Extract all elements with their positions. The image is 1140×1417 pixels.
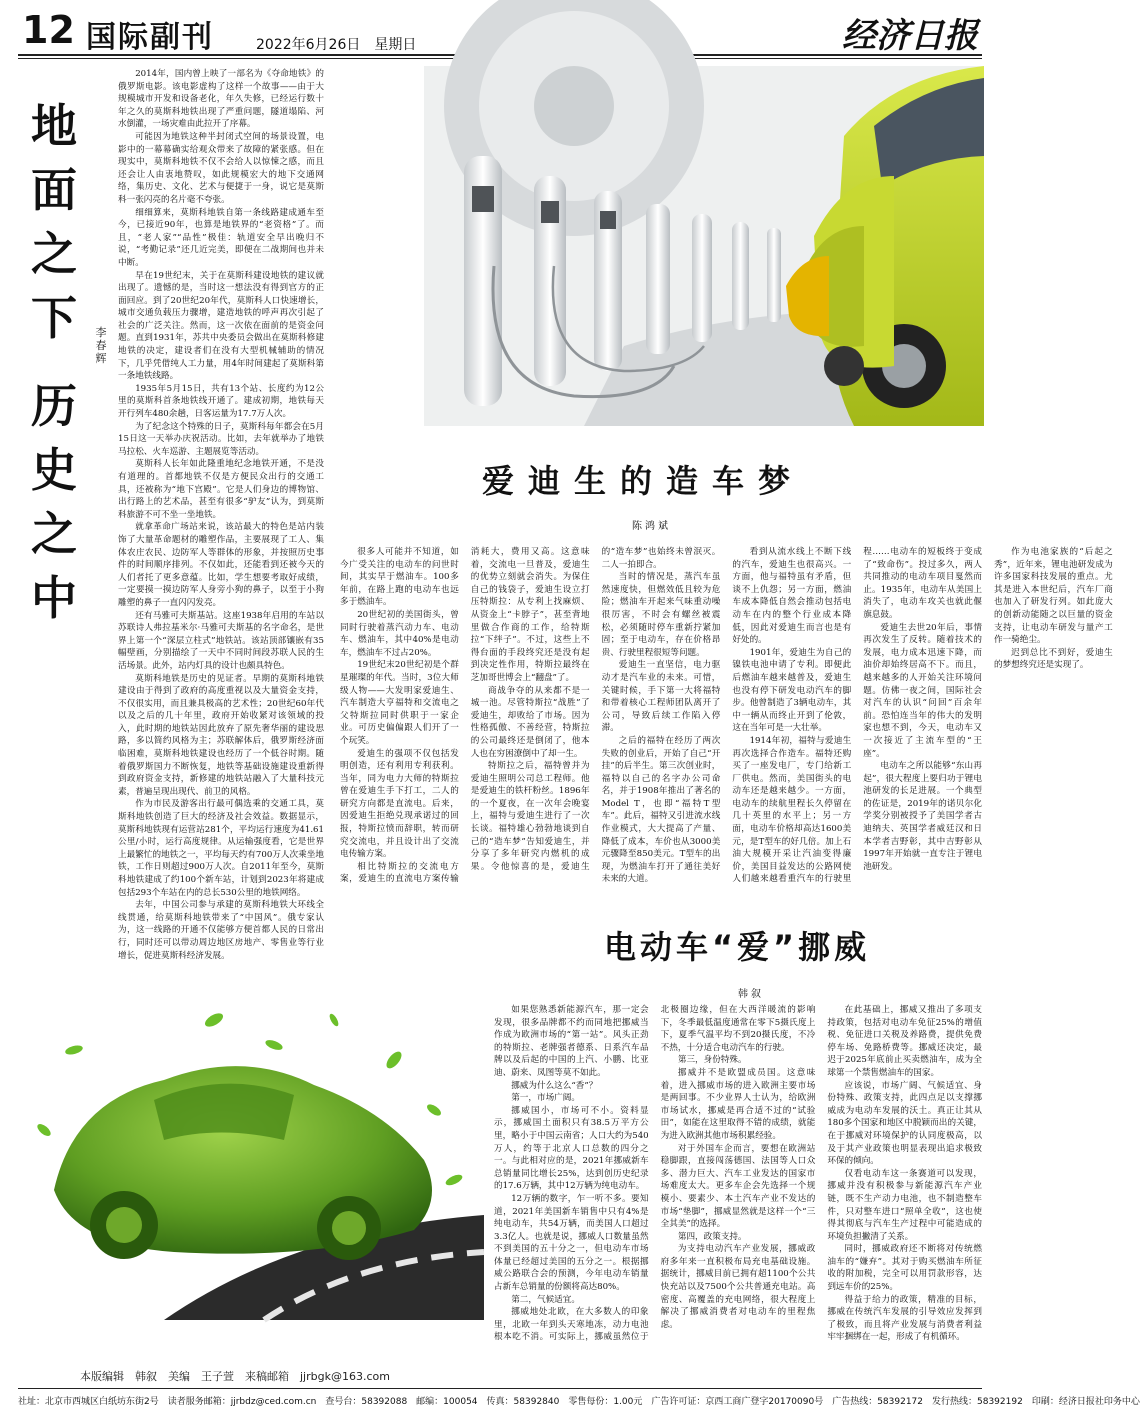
title-char: 中 bbox=[31, 571, 77, 625]
paragraph: 2014年，国内曾上映了一部名为《夺命地铁》的俄罗斯电影。该电影虚构了这样一个故事——由于大规模城市开发和设备老化，年久失修，已经运行数十年之久的莫斯科地铁出现了严重问题，隧道塌陷、河水倒灌，一场灾难由此拉开了序幕。 bbox=[118, 69, 324, 130]
article1-title bbox=[22, 94, 86, 630]
paragraph: 如果您熟悉新能源汽车，那一定会发现，很多品牌都不约而同地把挪威当作成为欧洲市场的“第一站”。风头正劲的特斯拉、老牌强者德系、日系汽车品牌以及后起的中国的上汽、小鹏、比亚迪、蔚来、凤图等莫不如此。 bbox=[494, 1005, 649, 1078]
paragraph: 在此基础上，挪威又推出了多项支持政策，包括对电动车免征25%的增值税、免征进口关税及养路费，提供免费停车场、免路桥费等。挪威还决定，最迟于2025年底前止买卖燃油车，成为全球第一个禁售燃油车的国家。 bbox=[827, 1005, 982, 1078]
paragraph: 1914年初，福特与爱迪生再次选择合作造车。福特还购买了一座发电厂，专门给新工厂供电。然而，美国街头的电动车还是越来越少。一方面，电动车的续航里程长久停留在几十英里的水平上；另一方面，电动车价格却高达1600美元，是T型车的好几倍。加上石油大规模开采让汽油变得廉价，美国目益发达的公路网使人们越来越看重汽车的行驶里程……电动车的短板终于变成了“致命伤”。投过多久，两人共同推动的电动车项目戛然而止。1935年，电动车从美国上消失了，电动车攻关也就此偃旗息鼓。 bbox=[732, 547, 982, 885]
title-gap bbox=[22, 350, 86, 374]
title-char: 面 bbox=[31, 163, 77, 217]
paragraph: 莫斯科人长年如此隆重地纪念地铁开通，不是没有道理的。首都地铁不仅是方便民众出行的交通工具，还被称为“地下宫殿”。它是人们身边的博物馆、出行路上的艺术品，甚至有很多“驴友”认为，到莫斯科旅游不可不坐一坐地铁。 bbox=[118, 459, 324, 520]
article2-author: 陈鸿斌 bbox=[632, 521, 671, 532]
paragraph: 早在19世纪末，关于在莫斯科建设地铁的建议就出现了。遗憾的是，当时这一想法没有得到官方的正面回应。到了20世纪20年代，莫斯科人口快速增长，城市交通负载压力骤增，建造地铁的呼声再次引起了社会的广泛关注。然而，这一次依在面前的是资金问题。直到1931年，苏共中央委员会做出在莫斯科修建地铁的决定，建设者们在没有大型机械辅助的情况下，几乎凭借纯人工力量，用4年时间建起了莫斯科第一条地铁线路。 bbox=[118, 270, 324, 382]
paragraph: 当时的情况是，蒸汽车虽然速度快，但燃效低且较为危险；燃油车开起来气味重动噪很厉害，不时会有螺丝被震松，必须随时停车重新拧紧加固；至于电动车，存在价格昂贵、行驶里程很短等问题。 bbox=[601, 572, 721, 658]
grass-covered-car-illustration bbox=[14, 990, 484, 1320]
title-char: 地 bbox=[31, 99, 77, 153]
footer-rule bbox=[18, 1388, 982, 1389]
grass-car-photo bbox=[14, 990, 484, 1320]
paragraph: 挪威地处北欧，在大多数人的印象里，北欧一年到头天寒地冻，动力电池根本吃不消。可实际上，挪威虽然位于北极圈边缘，但在大西洋暖流的影响下，冬季最低温度通常在零下5摄氏度上下，夏季气温平均不到20摄氏度，不冷不热，十分适合电动汽车的行驶。 bbox=[494, 1005, 816, 1343]
article3-author: 韩叙 bbox=[738, 989, 764, 1000]
paragraph: 爱迪生的强项不仅包括发明创造，还有利用专利获利。当年，同为电力大师的特斯拉曾在爱迪生手下打工，二人的研究方向都是直流电。后来，因爱迪生拒绝兑现承诺过的回报，特斯拉愤而辞职，转而研究交流电，并且设计出了交流电传输方案。 bbox=[340, 748, 459, 860]
article3-body bbox=[494, 1004, 982, 1360]
paragraph: 还有马雅可夫斯基站。这座1938年启用的车站以苏联诗人弗拉基米尔·马雅可夫斯基的名字命名，是世界上第一个“深层立柱式”地铁站。该站顶部镶嵌有35幅壁画，分别描绘了一天中不同时间段苏联人民的生活场景。此外，站内灯具的设计也颇具特色。 bbox=[118, 610, 324, 671]
paragraph: 挪威为什么这么“香”？ bbox=[511, 1080, 598, 1091]
paragraph: 1901年，爱迪生为自己的镍铁电池申请了专利。即便此后燃油车越来越普及，爱迪生也没有停下研发电动汽车的脚步。他曾制造了3辆电动车，其中一辆从而终止开到了伦敦，这在当年可是一大壮举。 bbox=[732, 647, 852, 734]
paragraph: 得益于给力的政策，精准的目标，挪威在传统汽车发展的引导效应发挥到了极致，而且将产业发展与消费者利益牢牢捆绑在一起，形成了有机循环。 bbox=[827, 1294, 982, 1343]
title-char: 之 bbox=[31, 507, 77, 561]
article2-body bbox=[340, 546, 1113, 896]
article1-body bbox=[118, 68, 324, 972]
paragraph: 第一，市场广阔。 bbox=[511, 1093, 580, 1104]
paragraph: 特斯拉之后，福特曾并为爱迪生照明公司总工程师。他是爱迪生的铁杆粉丝。1896年的一个夏夜，在一次年会晚宴上，福特与爱迪生进行了一次长谈。福特雄心勃勃地谈到自己的“造车梦”告知爱迪生，并分享了多年研究内燃机的成果。令他惊喜的是，爱迪生的“造车梦”也始终未曾泯灭。二人一拍即合。 bbox=[470, 547, 721, 872]
paragraph: 之后的福特在经历了两次失败的创业后，开始了自己“开挂”的后半生。第三次创业时，福特以自己的名字办公司命名，并于1908年推出了著名的Model T，也即“福特T型车”。此后，福特又引进流水线作业模式，大大提高了产量、降低了成本，车价也从3000美元骤降至850美元。T型车的出现，为燃油车打开了通往美好未来的大道。 bbox=[601, 735, 721, 885]
title-char: 之 bbox=[31, 227, 77, 281]
paragraph: 迟到总比不到好，爱迪生的梦想终究还是实现了。 bbox=[993, 647, 1113, 671]
paragraph: 第四，政策支持。 bbox=[677, 1231, 747, 1242]
newspaper-logo: 经济日报 bbox=[842, 16, 978, 56]
title-char: 史 bbox=[31, 443, 77, 497]
paragraph: 挪威国小，市场可不小。资料显示，挪威国土面积只有38.5万平方公里，略小于中国云南省；人口大约为540万人，约等于北京人口总数的四分之一。与此相对应的是，2021年挪威新车总销量同比增长25%，达到创历史纪录的17.6万辆，其中12万辆为纯电动车。 bbox=[494, 1105, 649, 1192]
paragraph: 第三，身份特殊。 bbox=[677, 1055, 747, 1066]
paragraph: 挪威并不是欧盟成员国。这意味着，进入挪威市场的进入欧洲主要市场是两回事。不少业界人士认为，给欧洲市场试水，挪威是再合适不过的“试验田”，如能在这里取得不错的成绩，就能为进入欧洲其他市场积累经验。 bbox=[660, 1067, 816, 1141]
paragraph: 可能因为地铁这种半封闭式空间的场景设置，电影中的一幕幕确实给观众带来了故障的紧张感。但在现实中，莫斯科地铁不仅不会给人以惊悚之感，而且还会让人由衷地赞叹，如此规模宏大的地下交通网络，集历史、文化、艺术与便捷于一身，说它是莫斯科一张闪亮的名片毫不夸张。 bbox=[118, 131, 324, 205]
section-name: 国际副刊 bbox=[86, 20, 214, 55]
ev-charging-photo bbox=[424, 66, 984, 426]
title-char: 历 bbox=[31, 379, 77, 433]
paragraph: 作为电池家族的“后起之秀”，近年来，锂电池研发成为许多国家科技发展的重点。尤其是进入本世纪后，汽车厂商也加入了研发行列。如此庞大的创新动能随之以巨量的资金支持，让电动车研发与量产工作一骑绝尘。 bbox=[993, 547, 1113, 646]
paragraph: 很多人可能并不知道，如今广受关注的电动车的问世时间，其实早于燃油车。100多年前，在路上跑的电动车也远多于燃油车。 bbox=[340, 547, 459, 608]
paragraph: 第二，气候适宜。 bbox=[511, 1294, 580, 1305]
page-credits: 本版编辑 韩叙 美编 王子萱 来稿邮箱 jjrbgk@163.com bbox=[80, 1370, 390, 1383]
issue-date: 2022年6月26日 星期日 bbox=[256, 37, 417, 53]
paragraph: 爱迪生一直坚信，电力驱动才是汽车业的未来。可惜，关键时候，手下第一大将福特和带着核心工程师团队离开了公司，导致后续工作陷入停滞。 bbox=[601, 660, 721, 734]
paragraph: 作为市民及游客出行最可偶选乘的交通工具，莫斯科地铁创造了巨大的经济及社会效益。数据显示，莫斯科地铁现有运营站281个，平均运行速度为41.61公里/小时，运行高度规律。从运输强度看，它是世界上最繁忙的地铁之一，平均每天约有700万人次乘坐地铁，工作日则超过900万人次。自2011年至今，莫斯科地铁建成了约100个新车站，计划到2023年将建成包括293个车站在内的总长530公里的地铁网络。 bbox=[118, 799, 324, 898]
paragraph: 就拿革命广场站来说，该站最大的特色是站内装饰了大量革命题材的雕塑作品，主要展现了工人、集体农庄农民、边防军人等群体的形象，并按照历史事件的时间顺序排列。不仅如此，还能看到还被今天的人们者托了更多意蕴。比如，学生想要考取好成绩，一定要摸一摸边防军人身旁小狗的鼻子，以至于小狗雕塑的鼻子一直闪闪发亮。 bbox=[118, 522, 324, 608]
paragraph: 莫斯科地铁是历史的见证者。早期的莫斯科地铁建设由于得到了政府的高度重视以及大量资金支持，不仅很实用，而且兼具极高的艺术性；20世纪60年代以及之后的几十年里，政府开始收紧对该领域的投入，此时期的地铁站因此放弃了原先奢华丽的建设思路，多以简约风格为主；苏联解体后，俄罗斯经济面临困难，莫斯科地铁建设也经历了一个低谷时期。随着俄罗斯国力不断恢复，地铁等基础设施建设重新得到政府资金支持，新修建的地铁站融入了大量科技元素，普遍呈现出现代、前卫的风格。 bbox=[118, 673, 324, 797]
page-footer: 社址：北京市西城区白纸坊东街2号 读者服务邮箱：jjrbdz@ced.com.cn 查号台：58392088 邮编：100054 传真：58392840 零售每份：1.00元 广告许可证：京西工商广登字20170090号 广告热线：58392172 发行热线：58392192 印刷：经济日报社印务中心 bbox=[18, 1397, 1140, 1407]
paragraph: 细细算来，莫斯科地铁自第一条线路建成通车至今，已接近90年，也算是地铁界的“老资格”了。而且，“老人家”“品性”极佳：轨道安全早出晚归不说，“考勤记录”还几近完美，即便在二战期间也并未中断。 bbox=[118, 207, 324, 268]
paragraph: 相比特斯拉的交流电方案，爱迪生的直流电方案传输消耗大，费用又高。这意味着，交流电一旦普及，爱迪生的优势立刻就会消失。为保住自己的钱袋子，爱迪生设立打压特斯拉：从专利上找麻烦、从资金上“卡脖子”，甚至背地里做合作商的工作，给特斯拉“下绊子”。不过，这些上不得台面的手段终究还是没有起到决定性作用，特斯拉最终在芝加哥世博会上“翻盘”了。 bbox=[340, 547, 590, 885]
paragraph: 1935年5月15日，共有13个站、长度约为12公里的莫斯科首条地铁线开通了。建成初期，地铁每天开行列车480余趟，日客运量为17.7万人次。 bbox=[118, 383, 324, 420]
title-char: 下 bbox=[31, 291, 77, 345]
paragraph: 同时，挪威政府还不断将对传统燃油车的“嫌弃”。其对于购买燃油车所征收的附加税，完全可以用罚款形容，达到远车价的25%。 bbox=[827, 1244, 982, 1293]
paragraph: 仅看电动车这一条赛道可以发现，挪威并没有积极参与新能源汽车产业链，既不生产动力电池，也不制造整车件，只对整车进口“照单全收”，这也使得其彻底与汽车生产过程中可能造成的环境负担撇清了关系。 bbox=[827, 1168, 982, 1242]
paragraph: 20世纪初的美国街头，曾同时行驶着蒸汽动力车、电动车、燃油车，其中40%是电动车，燃油车不过占20%。 bbox=[340, 609, 459, 658]
paragraph: 12万辆的数字，乍一听不多。要知道，2021年美国新车销售中只有4%是纯电动车，共54万辆，而美国人口超过3.3亿人。也就是说，挪威人口数量虽然不到美国的五十分之一，但电动车市场体量已经超过美国的五分之一。根据挪威公路联合会的预测，今年电动车销量占新车总销量的份额将高达80%。 bbox=[494, 1193, 649, 1293]
article3-title: 电动车“爱”挪威 bbox=[604, 928, 871, 966]
paragraph: 为支持电动汽车产业发展，挪威政府多年来一直积极布局充电基础设施。据统计，挪威目前已拥有超1100个公共快充站以及7500个公共普通充电站。高密度、高覆盖的充电网络，很大程度上解决了挪威消费者对电动车的里程焦虑。 bbox=[660, 1244, 816, 1330]
paragraph: 19世纪末20世纪初是个群星璀璨的年代。当时，3位大师级人物——大发明家爱迪生、汽车制造大亨福特和交流电之父特斯拉同时供职于一家企业。可历史偏偏跟人们开了一个玩笑。 bbox=[340, 660, 459, 746]
page-number: 12 bbox=[22, 8, 75, 52]
paragraph: 看到从流水线上不断下线的汽车，爱迪生也很高兴。一方面，他与福特虽有矛盾，但谈不上仇怨；另一方面，燃油车成本降低自然会推动包括电动车在内的整个行业成本降低，因此对爱迪生而言也是有好处的。 bbox=[732, 547, 852, 646]
article1-author: 李春辉 bbox=[95, 326, 107, 365]
paragraph: 对于外国车企而言，要想在欧洲站稳脚跟，直接闯荡德国、法国等人口众多、潜力巨大、汽车工业发达的国家市场难度太大。更多车企会先选择一个规模小、要素少、本土汽车产业不发达的市场“垫脚”，挪威显然就是这样一个“三全其美”的选择。 bbox=[660, 1143, 816, 1230]
paragraph: 爱迪生去世20年后，事情再次发生了反转。随着技术的发展，电力成本迅速下降，而油价却始终居高不下。而且，越来越多的人开始关注环境问题。仿佛一夜之间，国际社会对汽车的认识“问回”百余年前。恐怕连当年的伟大的发明家也想不到，今天，电动车又一次接近了主流车型的“王座”。 bbox=[863, 622, 982, 759]
paragraph: 商战争夺的从来都不是一城一池。尽管特斯拉“战胜”了爱迪生，却败给了市场。因为性格孤傲、不善经营，特斯拉的公司最终还是倒闭了，他本人也在穷困潦倒中了却一生。 bbox=[470, 685, 590, 759]
paragraph: 电动车之所以能够“东山再起”，很大程度上要归功于锂电池研发的长足进展。一个典型的佐证是，2019年的诺贝尔化学奖分别被授予了美国学者古迪纳夫、英国学者威廷汉和日本学者吉野彰，其中吉野彰从1997年开始就一直专注于锂电池研发。 bbox=[863, 761, 982, 872]
article2-title: 爱迪生的造车梦 bbox=[482, 462, 805, 500]
charging-station-illustration bbox=[424, 66, 984, 426]
paragraph: 去年，中国公司参与承建的莫斯科地铁大环线全线贯通，给莫斯科地铁带来了“中国风”。俄专家认为，这一线路的开通不仅能够方便首都人民的日常出行，同时还可以带动周边地区房地产、零售业等行业增长，促进莫斯科经济发展。 bbox=[118, 900, 324, 961]
paragraph: 应该说，市场广阔、气候适宜、身份特殊、政策支持，此四点足以支撑挪威成为电动车发展的沃土。真正让其从180多个国家和地区中脱颖而出的关键，在于挪威对环境保护的认同度极高，以及于其产业政策也明显表现出追求极致环保的倾向。 bbox=[827, 1080, 982, 1167]
paragraph: 为了纪念这个特殊的日子，莫斯科每年都会在5月15日这一天举办庆祝活动。比如，去年就举办了地铁马拉松、火车巡游、主题展览等活动。 bbox=[118, 421, 324, 457]
